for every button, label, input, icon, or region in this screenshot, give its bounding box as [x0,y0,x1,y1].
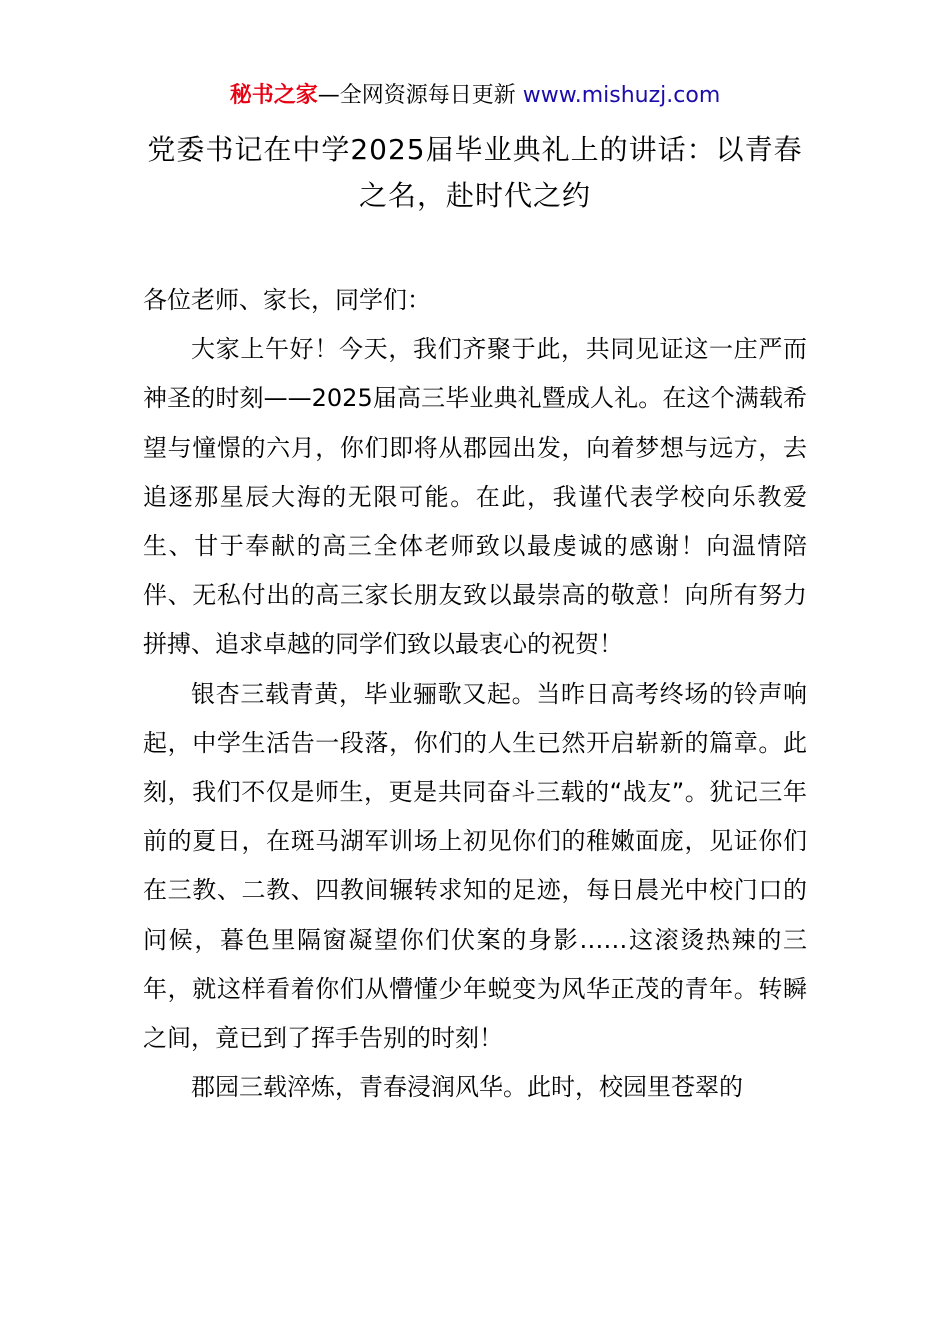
salutation: 各位老师、家长，同学们： [143,286,431,314]
site-url-link[interactable]: www.mishuzj.com [522,83,721,108]
site-header [0,80,950,112]
document-body [143,276,807,1112]
document-title: 党委书记在中学2025届毕业典礼上的讲话：以青春之名，赴时代之约 [147,133,803,212]
paragraph: 大家上午好！今天，我们齐聚于此，共同见证这一庄严而神圣的时刻——2025届高三毕业典礼暨成人礼。在这个满载希望与憧憬的六月，你们即将从郡园出发，向着梦想与远方，去追逐那星辰大海的无限可能。在此，我谨代表学校向乐教爱生、甘于奉献的高三全体老师致以最虔诚的感谢！向温情陪伴、无私付出的高三家长朋友致以最崇高的敬意！向所有努力拼搏、追求卓越的同学们致以最衷心的祝贺！ [143,335,807,659]
paragraph: 银杏三载青黄，毕业骊歌又起。当昨日高考终场的铃声响起，中学生活告一段落，你们的人生已然开启崭新的篇章。此刻，我们不仅是师生，更是共同奋斗三载的“战友”。犹记三年前的夏日，在斑马湖军训场上初见你们的稚嫩面庞，见证你们在三教、二教、四教间辗转求知的足迹，每日晨光中校门口的问候，暮色里隔窗凝望你们伏案的身影……这滚烫热辣的三年，就这样看着你们从懵懂少年蜕变为风华正茂的青年。转瞬之间，竟已到了挥手告别的时刻！ [143,679,807,1053]
brand-name: 秘书之家 [229,83,318,108]
header-tagline: —全网资源每日更新 [317,83,523,108]
paragraph: 郡园三载淬炼，青春浸润风华。此时，校园里苍翠的 [191,1073,743,1102]
